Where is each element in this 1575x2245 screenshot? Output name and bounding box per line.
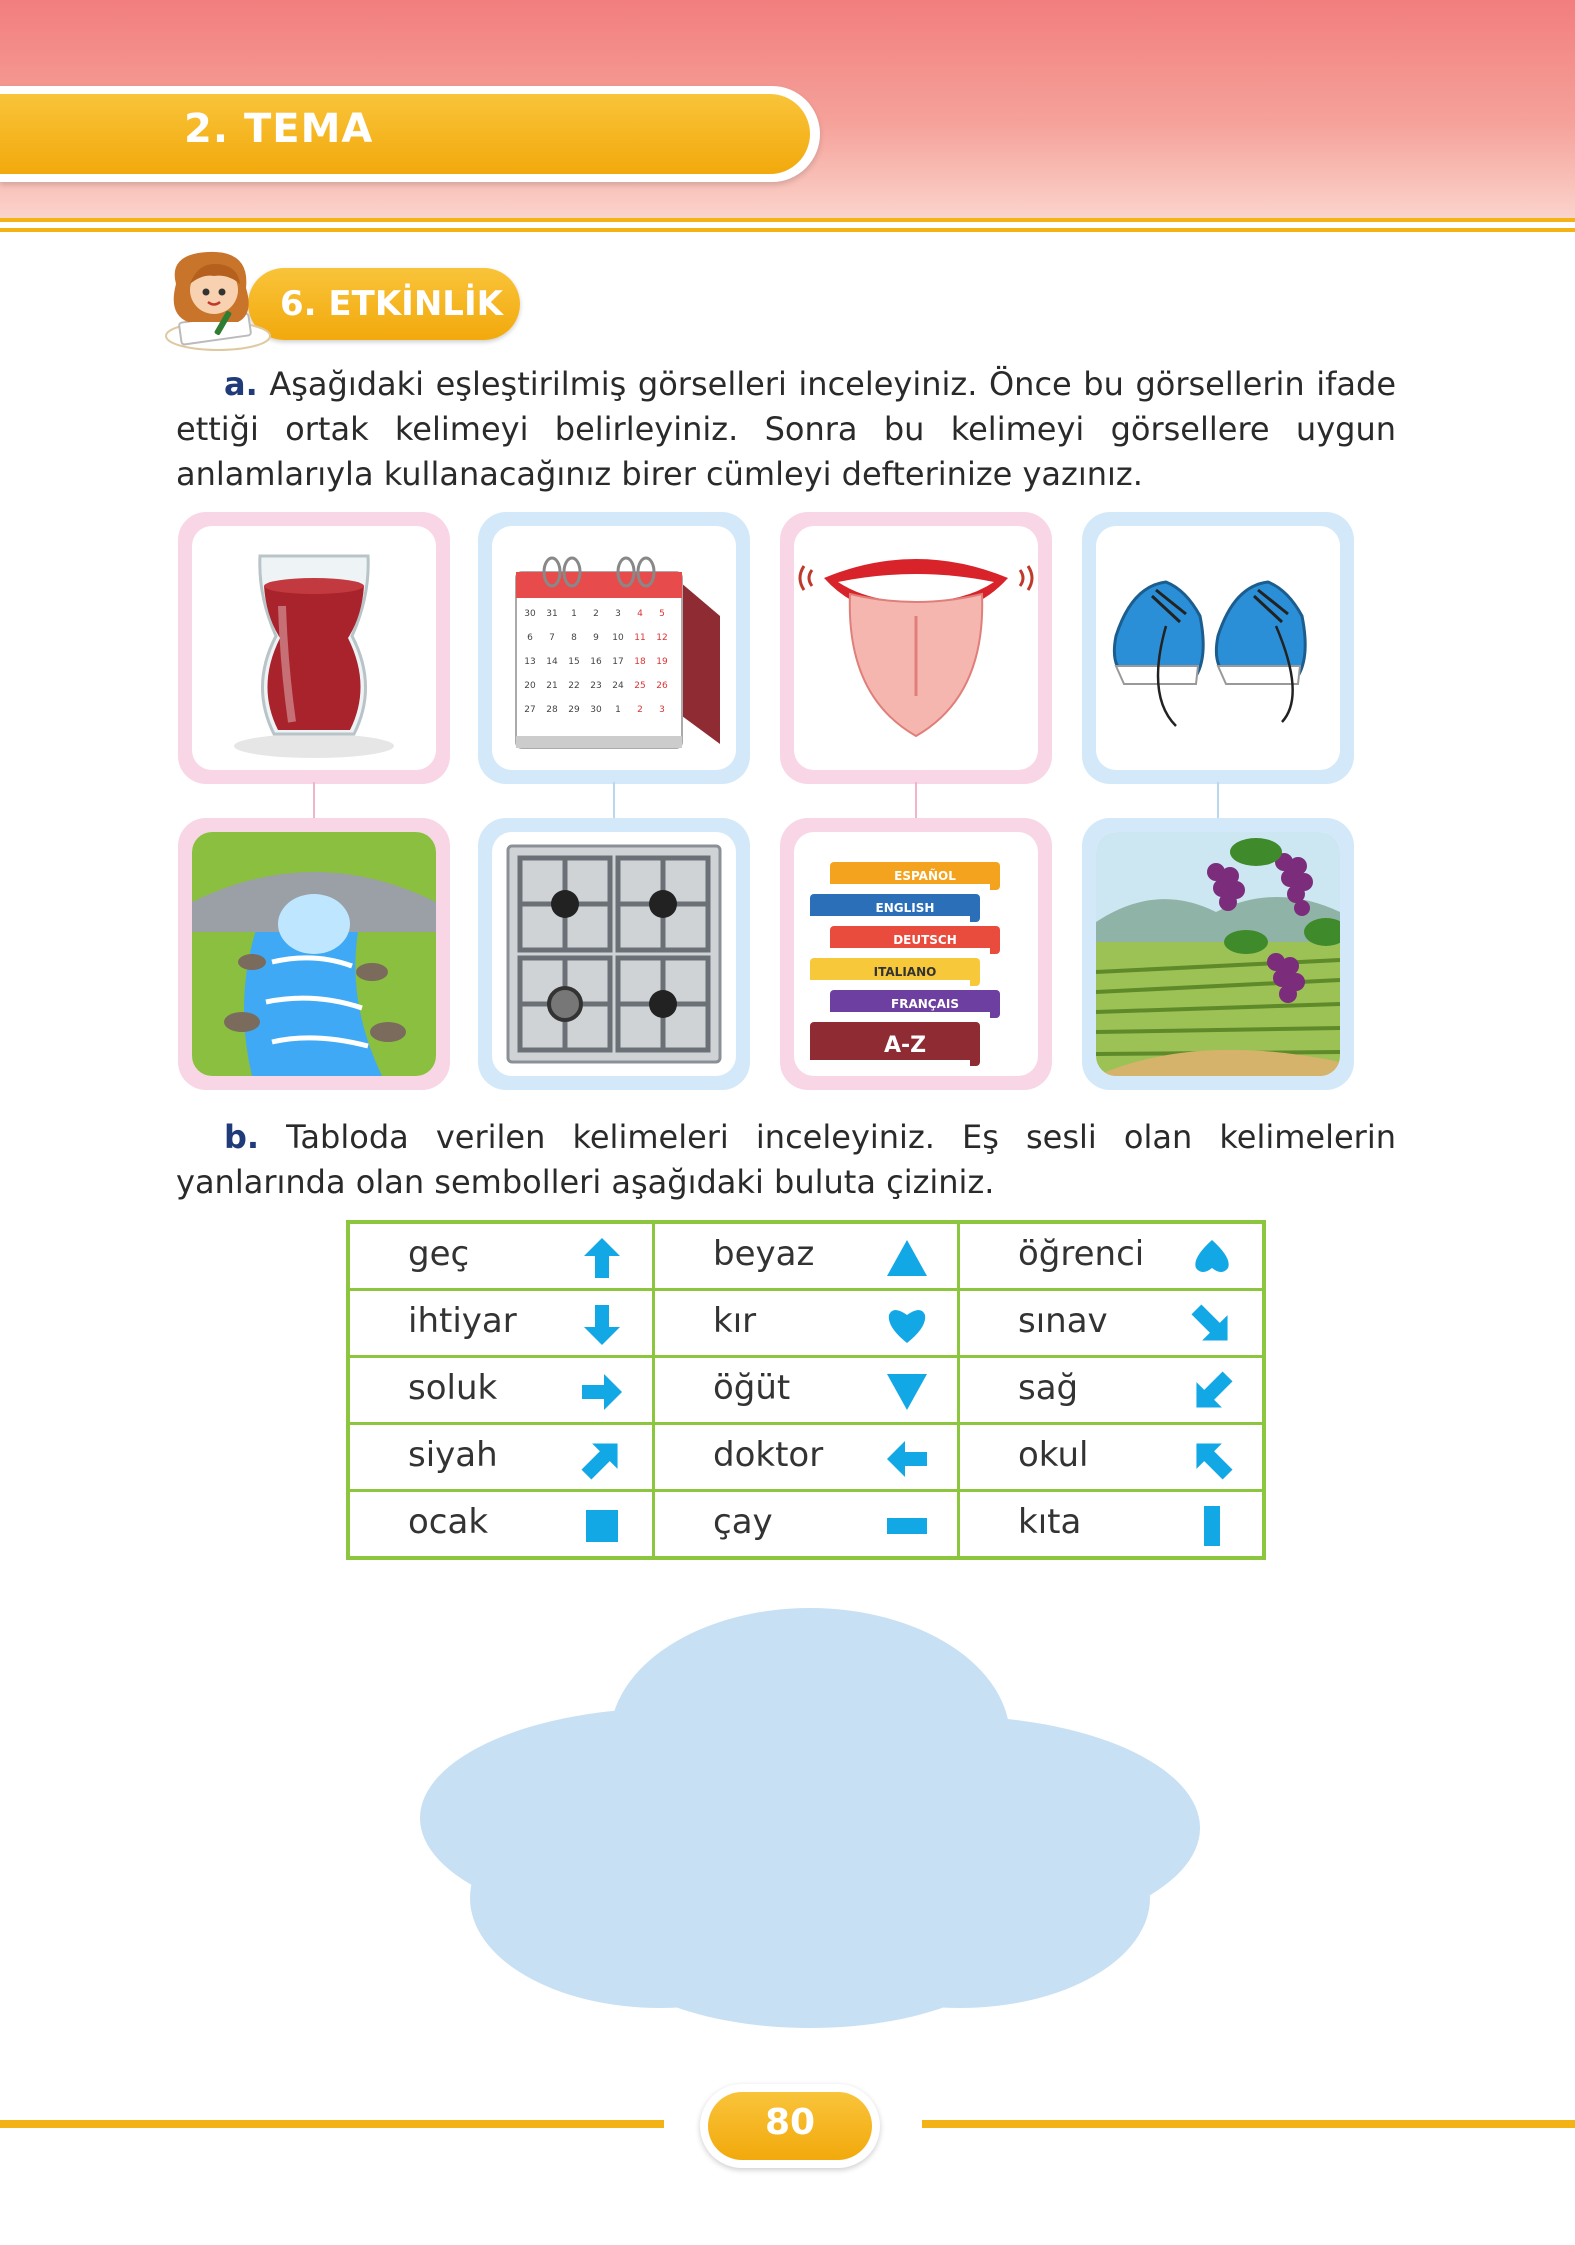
book-label: ENGLISH [875,901,935,915]
arrow-down-right-icon [1190,1303,1234,1347]
table-cell [654,1424,959,1491]
square-icon [580,1504,624,1548]
book [830,990,1000,1018]
language-books-icon [794,832,1038,1076]
calendar-day: 23 [590,681,602,691]
table-word: doktor [713,1435,824,1475]
table-cell [348,1290,654,1357]
book [830,926,1000,954]
table-row [348,1290,1264,1357]
card-vineyard [1082,818,1354,1090]
table-cell [654,1357,959,1424]
calendar-day: 5 [659,609,665,619]
girl-mascot-icon [158,244,278,352]
table-cell [959,1222,1265,1290]
calendar-day: 28 [546,705,558,715]
book-label: ITALIANO [873,965,937,979]
card-dictionaries [780,818,1052,1090]
calendar-day: 21 [546,681,558,691]
calendar-day: 18 [634,657,646,667]
table-word: ihtiyar [408,1301,517,1341]
table-row [348,1222,1264,1290]
table-row [348,1424,1264,1491]
calendar-day: 1 [615,705,621,715]
table-word: kır [713,1301,757,1341]
part-b-label: b. [224,1118,260,1156]
calendar-day: 30 [524,609,536,619]
calendar-icon [492,526,736,770]
table-word: sağ [1018,1368,1079,1408]
book-label: A-Z [883,1033,927,1058]
page-number: 80 [764,2102,816,2143]
calendar-day: 1 [571,609,577,619]
card-shoes [1082,512,1354,784]
stove-icon [492,832,736,1076]
table-cell [959,1491,1265,1559]
card-calendar [478,512,750,784]
arrow-right-icon [580,1370,624,1414]
arrow-left-icon [885,1437,929,1481]
table-row [348,1357,1264,1424]
part-b-text: Tabloda verilen kelimeleri inceleyiniz. Eş sesli olan kelimelerin yanlarında olan sembolleri aşağıdaki buluta çiziniz. [176,1118,1397,1201]
book [830,862,1000,890]
part-a-label: a. [224,365,258,403]
table-cell [959,1424,1265,1491]
connector [613,782,615,820]
calendar-day: 29 [568,705,580,715]
connector [1217,782,1219,820]
calendar-day: 12 [656,633,668,643]
theme-banner [0,86,820,182]
calendar-day: 11 [634,633,646,643]
arrow-up-icon [580,1236,624,1280]
calendar-day: 24 [612,681,624,691]
table-word: sınav [1018,1301,1108,1341]
calendar-day: 3 [659,705,665,715]
table-word: kıta [1018,1502,1082,1542]
book [810,894,980,922]
calendar-day: 2 [593,609,599,619]
book-label: ESPAÑOL [894,869,956,883]
calendar-day: 25 [634,681,646,691]
sneakers-icon [1096,526,1340,770]
calendar-day: 14 [546,657,558,667]
book-label: DEUTSCH [893,933,957,947]
calendar-day: 10 [612,633,624,643]
heart-icon [885,1303,929,1347]
part-a-instruction [176,362,1396,497]
table-row [348,1491,1264,1559]
calendar-day: 30 [590,705,602,715]
card-stove [478,818,750,1090]
table-cell [348,1491,654,1559]
spade-icon [1190,1236,1234,1280]
table-word: beyaz [713,1234,815,1274]
calendar-day: 17 [612,657,624,667]
vineyard-icon [1096,832,1340,1076]
arrow-up-right-icon [580,1437,624,1481]
calendar-day: 2 [637,705,643,715]
calendar-day: 6 [527,633,533,643]
table-word: okul [1018,1435,1089,1475]
arrow-down-left-icon [1190,1370,1234,1414]
tea-glass-icon [192,526,436,770]
book [810,1022,980,1066]
part-b-instruction [176,1115,1396,1205]
connector [313,782,315,820]
vertical-bar-icon [1190,1504,1234,1548]
calendar-day: 16 [590,657,602,667]
arrow-up-left-icon [1190,1437,1234,1481]
table-cell [654,1222,959,1290]
triangle-down-icon [885,1370,929,1414]
arrow-down-icon [580,1303,624,1347]
calendar-day: 9 [593,633,599,643]
answer-cloud[interactable] [420,1608,1200,2028]
part-a-text: Aşağıdaki eşleştirilmiş görselleri inceleyiniz. Önce bu görsellerin ifade ettiği ortak kelimeyi belirleyiniz. Sonra bu kelimeyi görsellere uygun anlamlarıyla kullanacağınız birer cümleyi defterinize yazınız. [176,365,1397,493]
calendar-day: 3 [615,609,621,619]
calendar-day: 22 [568,681,580,691]
calendar-day: 15 [568,657,580,667]
header-stripe [0,218,1575,232]
card-tongue [780,512,1052,784]
calendar-day: 19 [656,657,668,667]
calendar-day: 13 [524,657,536,667]
calendar-day: 7 [549,633,555,643]
book [810,958,980,986]
connector [915,782,917,820]
table-cell [348,1357,654,1424]
table-cell [959,1290,1265,1357]
table-word: öğüt [713,1368,791,1408]
footer-line-right [922,2120,1575,2128]
card-tea-glass [178,512,450,784]
table-word: soluk [408,1368,498,1408]
horizontal-bar-icon [885,1504,929,1548]
footer-line-left [0,2120,664,2128]
triangle-up-icon [885,1236,929,1280]
theme-title: 2. TEMA [184,106,374,152]
table-cell [654,1290,959,1357]
table-word: siyah [408,1435,498,1475]
table-cell [959,1357,1265,1424]
table-cell [348,1424,654,1491]
table-cell [654,1491,959,1559]
calendar-day: 4 [637,609,643,619]
tongue-icon [794,526,1038,770]
homonym-table [346,1220,1266,1560]
table-word: geç [408,1234,470,1274]
calendar-day: 8 [571,633,577,643]
calendar-day: 20 [524,681,536,691]
bridge-river-icon [192,832,436,1076]
card-bridge-river [178,818,450,1090]
calendar-day: 31 [546,609,558,619]
calendar-day: 27 [524,705,536,715]
activity-title: 6. ETKİNLİK [280,284,503,324]
table-word: ocak [408,1502,489,1542]
table-word: çay [713,1502,773,1542]
calendar-day: 26 [656,681,668,691]
table-cell [348,1222,654,1290]
book-label: FRANÇAIS [891,997,959,1011]
table-word: öğrenci [1018,1234,1145,1274]
